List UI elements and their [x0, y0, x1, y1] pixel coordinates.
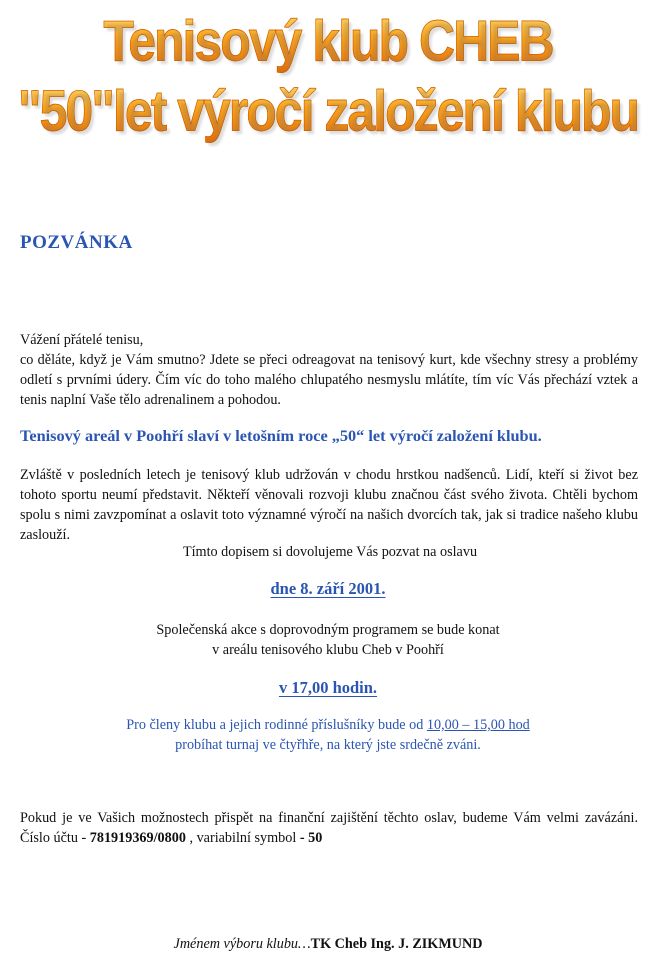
title-line-1: Tenisový klub CHEB	[0, 8, 656, 75]
signature-lead: Jménem výboru klubu…	[173, 936, 311, 952]
invite-line: Tímto dopisem si dovolujeme Vás pozvat na oslavu	[182, 544, 478, 560]
intro-paragraph	[20, 330, 638, 410]
donation-text: Pokud je ve Vašich možnostech přispět na finanční zajištění těchto oslav, budeme Vám velmi zavázáni. Číslo účtu -	[20, 810, 638, 846]
event-line-2: v areálu tenisového klubu Cheb v Poohří	[212, 642, 444, 658]
event-line-1: Společenská akce s doprovodným programem se bude konat	[156, 622, 500, 638]
signature	[0, 936, 656, 953]
tournament-line-2: probíhat turnaj ve čtyřhře, na který jste srdečně zváni.	[175, 737, 481, 753]
tournament-hours: 10,00 – 15,00 hod	[426, 717, 530, 733]
title-line-2: "50"let výročí založení klubu	[0, 78, 656, 145]
tournament-line-1	[0, 715, 656, 735]
signature-signer: TK Cheb Ing. J. ZIKMUND	[310, 936, 483, 952]
event-description	[0, 620, 656, 660]
intro-body: co děláte, když je Vám smutno? Jdete se přeci odreagovat na tenisový kurt, kde všechny stresy a problémy odletí s prvními údery. Čím víc do toho malého chlupatého nesmyslu mlátíte, tím víc Vás přechází vztek a tenis naplní Vaše tělo adrenalinem a pohodou.	[20, 352, 638, 408]
invitation-heading: POZVÁNKA	[20, 232, 133, 253]
donation-paragraph	[20, 808, 638, 848]
tournament-info	[0, 715, 656, 755]
tournament-prefix: Pro členy klubu a jejich rodinné příslušníky bude od	[126, 717, 427, 733]
variable-symbol-value: - 50	[299, 830, 323, 846]
event-time: v 17,00 hodin.	[278, 678, 378, 697]
variable-symbol-label: , variabilní symbol	[185, 830, 300, 846]
greeting: Vážení přátelé tenisu,	[20, 332, 144, 348]
account-number: 781919369/0800	[89, 830, 186, 846]
anniversary-announcement: Tenisový areál v Poohří slaví v letošním roce „50“ let výročí založení klubu.	[20, 426, 542, 445]
event-date: dne 8. září 2001.	[270, 579, 386, 598]
history-paragraph: Zvláště v posledních letech je tenisový klub udržován v chodu hrstkou nadšenců. Lidí, kteří si život bez tohoto sportu neumí představit. Někteří věnovali rozvoji klubu značnou část svého života. Chtěli bychom spolu s nimi zavzpomínat a oslavit toto významné výročí na našich dvorcích tak, jak si tradice našeho klubu zaslouží.	[20, 467, 638, 543]
